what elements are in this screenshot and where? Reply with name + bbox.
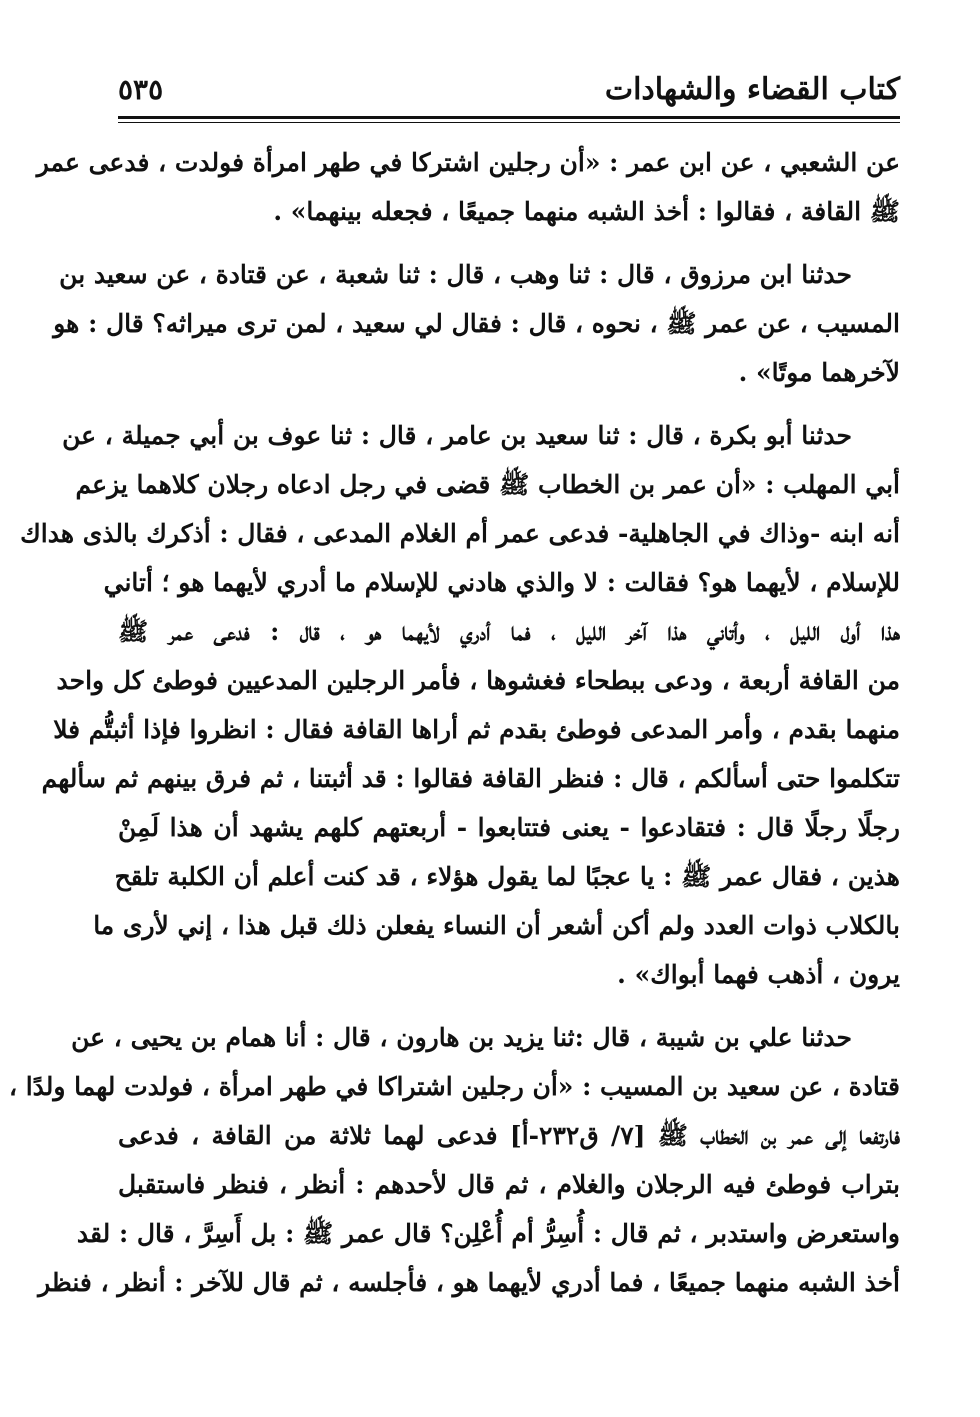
text-line: للإسلام ، لأيهما هو؟ فقالت : لا والذي هادني للإسلام ما أدري لأيهما هو ؛ أتاني bbox=[103, 568, 900, 597]
text-line: المسيب ، عن عمر ﷺ ، نحوه ، قال : فقال لي سعيد ، لمن ترى ميراثه؟ قال : هو bbox=[53, 309, 900, 338]
paragraph-2 bbox=[53, 250, 900, 397]
text-line: حدثنا ابن مرزوق ، قال : ثنا وهب ، قال : ثنا شعبة ، عن قتادة ، عن سعيد بن bbox=[59, 260, 852, 289]
text-line: أخذ الشبه منهما جميعًا ، فما أدري لأيهما هو ، فأجلسه ، ثم قال للآخر : أنظر ، فنظر bbox=[38, 1268, 900, 1297]
text-line: بالكلاب ذوات العدد ولم أكن أشعر أن النساء يفعلن ذلك قبل هذا ، إني لأرى ما bbox=[93, 911, 900, 940]
text-line: ﷺ القافة ، فقالوا : أخذ الشبه منهما جميعًا ، فجعله بينهما» . bbox=[273, 197, 900, 226]
page-body bbox=[8, 138, 901, 1321]
header-rule-thin bbox=[118, 122, 900, 123]
text-line: يرون ، أذهب فهما أبواك» . bbox=[617, 960, 900, 989]
text-line: أنه ابنه -وذاك في الجاهلية- فدعى عمر أم الغلام المدعى ، فقال : أذكرك بالذى هداك bbox=[20, 519, 900, 548]
paragraph-4 bbox=[8, 1013, 901, 1307]
text-line: لآخرهما موتًا» . bbox=[738, 358, 900, 387]
text-line: أبي المهلب : «أن عمر بن الخطاب ﷺ قضى في رجل ادعاه رجلان كلاهما يزعم bbox=[75, 470, 900, 499]
text-line: منهما بقدم ، وأمر المدعى فوطئ بقدم ثم أراها القافة فقال : انظروا فإذا أثبتُّم فلا bbox=[53, 715, 900, 744]
header-rule-thick bbox=[118, 116, 900, 119]
text-line: واستعرض واستدبر ، ثم قال : أُسِرُّ أم أُعْلِن؟ قال عمر ﷺ : بل أَسِرَّ ، قال : لقد bbox=[76, 1219, 900, 1248]
text-line: فارتفعا إلى عمر بن الخطاب ﷺ [٧/ ق٢٣٢-أ] فدعى لهما ثلاثة من القافة ، فدعى bbox=[118, 1121, 901, 1150]
running-title: كتاب القضاء والشهادات bbox=[604, 71, 900, 107]
text-line: من القافة أربعة ، ودعى ببطحاء فغشوها ، فأمر الرجلين المدعيين فوطئ كل واحد bbox=[56, 666, 900, 695]
text-line: حدثنا أبو بكرة ، قال : ثنا سعيد بن عامر ، قال : ثنا عوف بن أبي جميلة ، عن bbox=[62, 421, 852, 450]
text-line: قتادة ، عن سعيد بن المسيب : «أن رجلين اشتراكا في طهر امرأة ، فولدت لهما ولدًا ، bbox=[8, 1072, 900, 1101]
page-number: ٥٣٥ bbox=[118, 72, 164, 106]
paragraph-1 bbox=[36, 138, 900, 236]
text-line: حدثنا علي بن شيبة ، قال :ثنا يزيد بن هارون ، قال : أنا همام بن يحيى ، عن bbox=[71, 1023, 852, 1052]
text-line: هذا أول الليل ، وأتاني هذا آخر الليل ، فما أدري لأيهما هو ، قال : فدعى عمر ﷺ bbox=[118, 617, 900, 646]
text-line: عن الشعبي ، عن ابن عمر : «أن رجلين اشتركا في طهر امرأة فولدت ، فدعى عمر bbox=[36, 148, 900, 177]
paragraph-3 bbox=[20, 411, 900, 999]
text-line: تتكلموا حتى أسألكم ، قال : فنظر القافة فقالوا : قد أثبتنا ، ثم فرق بينهم ثم سألهم bbox=[41, 764, 900, 793]
text-line: هذين ، فقال عمر ﷺ : يا عجبًا لما يقول هؤلاء ، قد كنت أعلم أن الكلبة تلقح bbox=[114, 862, 900, 891]
text-line: رجلًا رجلًا قال : فتقادعوا - يعنى فتتابعوا - أربعتهم كلهم يشهد أن هذا لَمِنْ bbox=[118, 813, 900, 842]
page-header bbox=[118, 64, 900, 114]
text-line: بتراب فوطئ فيه الرجلان والغلام ، ثم قال لأحدهم : أنظر ، فنظر فاستقبل bbox=[118, 1170, 900, 1199]
